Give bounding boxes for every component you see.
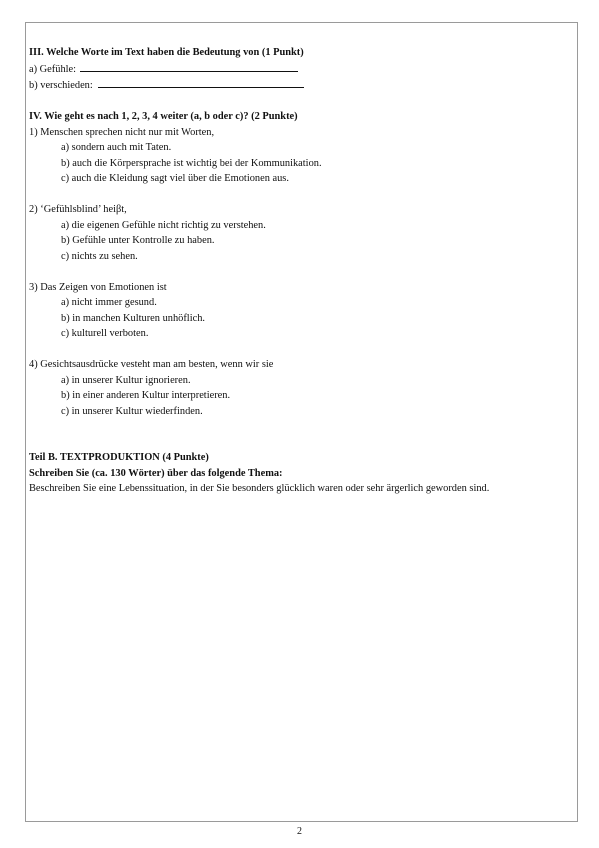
part-b-instruction: Schreiben Sie (ca. 130 Wörter) über das folgende Thema:	[29, 467, 283, 479]
question-3-stem: 3) Das Zeigen von Emotionen ist	[29, 281, 167, 293]
vocab-item-a	[29, 61, 577, 78]
question-2-option-a: a) die eigenen Gefühle nicht richtig zu verstehen.	[61, 219, 266, 231]
question-2-stem: 2) ‘Gefühlsblind’ heiβt,	[29, 204, 127, 215]
vocab-item-b-answer-line[interactable]	[98, 77, 304, 88]
question-3-option-c: c) kulturell verboten.	[61, 328, 149, 339]
section-4-heading: IV. Wie geht es nach 1, 2, 3, 4 weiter (a, b oder c)? (2 Punkte)	[29, 111, 298, 122]
question-1-option-a: a) sondern auch mit Taten.	[61, 142, 172, 153]
part-b-topic: Beschreiben Sie eine Lebenssituation, in der Sie besonders glücklich waren oder sehr ärgerlich geworden sind.	[29, 483, 490, 494]
question-1-option-c: c) auch die Kleidung sagt viel über die Emotionen aus.	[61, 173, 289, 184]
section-3-heading: III. Welche Worte im Text haben die Bedeutung von (1 Punkt)	[29, 47, 304, 58]
question-4-stem: 4) Gesichtsausdrücke vesteht man am besten, wenn wir sie	[29, 359, 274, 370]
question-2-option-c: c) nichts zu sehen.	[61, 250, 138, 262]
vocab-item-b-label: b) verschieden:	[29, 80, 93, 91]
worksheet-content	[29, 45, 577, 497]
question-3-option-a: a) nicht immer gesund.	[61, 297, 157, 308]
question-4-option-b: b) in einer anderen Kultur interpretieren.	[61, 390, 231, 401]
vocab-item-a-label: a) Gefühle:	[29, 63, 77, 75]
question-3-option-b: b) in manchen Kulturen unhöflich.	[61, 312, 205, 324]
question-1-stem: 1) Menschen sprechen nicht nur mit Worten,	[29, 126, 215, 138]
question-4-option-c: c) in unserer Kultur wiederfinden.	[61, 405, 203, 417]
question-4-option-a: a) in unserer Kultur ignorieren.	[61, 374, 191, 386]
page-number: 2	[297, 826, 302, 837]
vocab-item-a-answer-line[interactable]	[80, 61, 298, 72]
question-2-option-b: b) Gefühle unter Kontrolle zu haben.	[61, 235, 215, 246]
question-1-option-b: b) auch die Körpersprache ist wichtig bei der Kommunikation.	[61, 157, 322, 169]
vocab-item-b	[29, 77, 577, 94]
part-b-heading: Teil B. TEXTPRODUKTION (4 Punkte)	[29, 452, 209, 463]
